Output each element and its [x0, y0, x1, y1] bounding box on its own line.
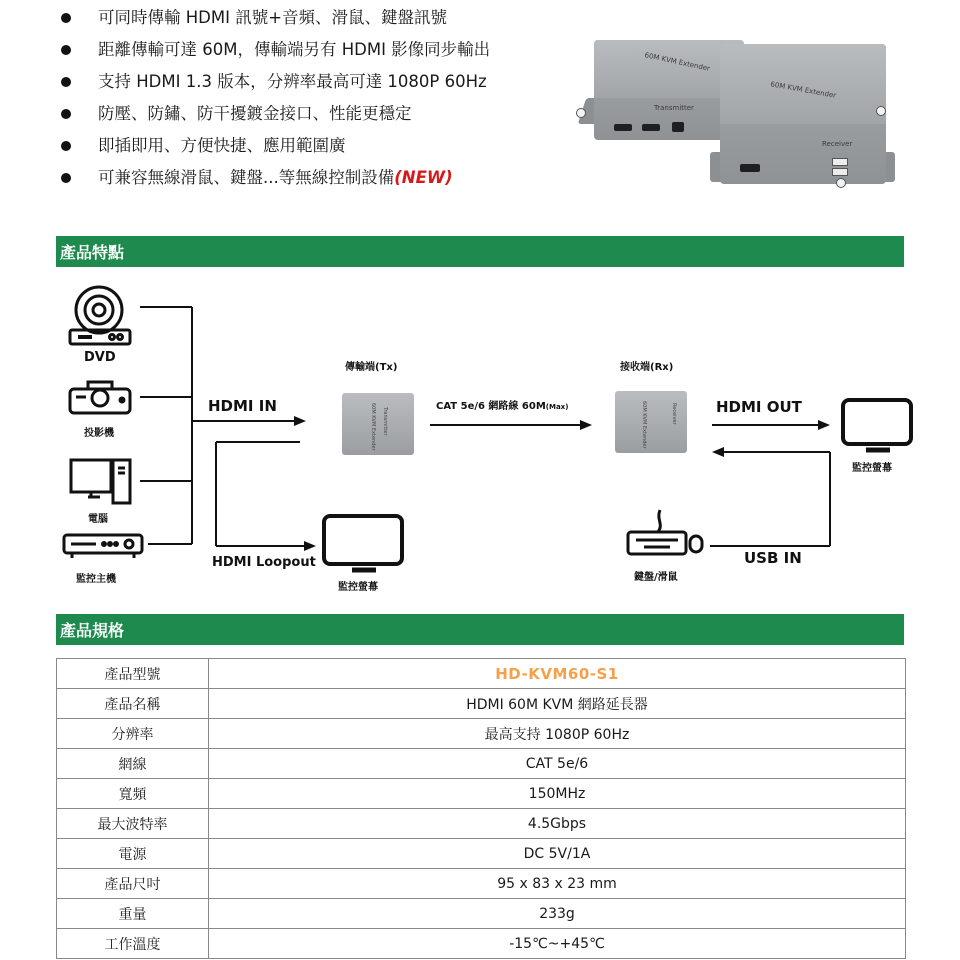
- tx-hdmi-port: [614, 124, 632, 131]
- dvd-icon: [70, 287, 130, 344]
- spec-value: -15℃~+45℃: [209, 929, 906, 959]
- feature-item: [58, 2, 578, 34]
- spec-label: 工作溫度: [57, 929, 209, 959]
- keyboard-mouse-label: 鍵盤/滑鼠: [634, 572, 678, 583]
- feature-item: [58, 130, 578, 162]
- computer-icon: [71, 460, 130, 503]
- monitor-local-label: 監控螢幕: [338, 582, 378, 593]
- section-bar-specs: [56, 614, 904, 645]
- feature-text: 即插即用、方便快捷、應用範圍廣: [98, 136, 346, 155]
- tx-device: [342, 393, 414, 455]
- tx-hdmi-port: [642, 124, 660, 131]
- spec-value: 95 x 83 x 23 mm: [209, 869, 906, 899]
- source-bus: [140, 307, 192, 544]
- hdmi-out-arrow: [712, 420, 830, 430]
- product-photo: [580, 10, 900, 200]
- tx-top-label: 60M KVM Extender: [643, 51, 711, 73]
- rx-device: [615, 391, 687, 453]
- monitor-icon: [324, 516, 402, 570]
- source-label-projector: 投影機: [84, 428, 114, 439]
- feature-text: 可同時傳輸 HDMI 訊號+音頻、滑鼠、鍵盤訊號: [98, 8, 448, 27]
- tx-device-label: 60M KVM Extender: [370, 403, 376, 451]
- feature-item: [58, 98, 578, 130]
- table-row: [57, 749, 906, 779]
- hdmi-in-label: HDMI IN: [208, 397, 277, 415]
- spec-value: 4.5Gbps: [209, 809, 906, 839]
- spec-value: HDMI 60M KVM 網路延長器: [209, 689, 906, 719]
- table-row: [57, 779, 906, 809]
- table-row: [57, 659, 906, 689]
- spec-value: CAT 5e/6: [209, 749, 906, 779]
- hdmi-loopout-label: HDMI Loopout: [212, 555, 316, 570]
- cable-label-max: (Max): [545, 403, 569, 411]
- dvr-icon: [64, 535, 142, 558]
- rx-top: [720, 44, 886, 124]
- rx-top-label: 60M KVM Extender: [769, 80, 837, 100]
- diagram-icons: [0, 270, 960, 610]
- usb-return-arrow: [710, 447, 830, 546]
- tx-front-label: Transmitter: [654, 104, 694, 112]
- spec-label: 最大波特率: [57, 809, 209, 839]
- section-title: 產品特點: [60, 243, 125, 262]
- mount-hole: [576, 108, 586, 118]
- mount-hole: [876, 106, 886, 116]
- spec-label: 重量: [57, 899, 209, 929]
- section-title: 產品規格: [60, 621, 125, 640]
- feature-item: [58, 162, 578, 194]
- source-label-dvd: DVD: [84, 350, 116, 365]
- rx-device-label: 60M KVM Extender: [641, 401, 647, 449]
- source-label-computer: 電腦: [88, 514, 108, 525]
- feature-text: 防壓、防鏽、防干擾鍍金接口、性能更穩定: [98, 104, 412, 123]
- rx-unit: [720, 44, 886, 184]
- source-label-dvr: 監控主機: [76, 574, 116, 585]
- table-row: [57, 869, 906, 899]
- tx-usb-port: [672, 122, 684, 132]
- spec-label: 產品型號: [57, 659, 209, 689]
- new-badge: (NEW): [394, 168, 453, 187]
- spec-value: DC 5V/1A: [209, 839, 906, 869]
- rx-usb-port: [832, 158, 848, 166]
- spec-label: 網線: [57, 749, 209, 779]
- feature-item: [58, 66, 578, 98]
- table-row: [57, 899, 906, 929]
- spec-value: 150MHz: [209, 779, 906, 809]
- tx-title: 傳輸端(Tx): [345, 362, 398, 373]
- cable-label: [436, 397, 568, 412]
- feature-text: 可兼容無線滑鼠、鍵盤...等無線控制設備: [98, 168, 395, 187]
- spec-label: 電源: [57, 839, 209, 869]
- spec-value: 最高支持 1080P 60Hz: [209, 719, 906, 749]
- monitor-remote-label: 監控螢幕: [852, 463, 892, 474]
- rx-device-sub: Receiver: [671, 403, 677, 425]
- spec-label: 產品名稱: [57, 689, 209, 719]
- table-row: [57, 719, 906, 749]
- rx-usb-port: [832, 168, 848, 176]
- feature-text: 距離傳輸可達 60M，傳輸端另有 HDMI 影像同步輸出: [98, 40, 491, 59]
- table-row: [57, 839, 906, 869]
- spec-label: 分辨率: [57, 719, 209, 749]
- feature-list: [58, 2, 578, 194]
- rx-title: 接收端(Rx): [620, 362, 674, 373]
- section-bar-features: [56, 236, 904, 267]
- cable-arrow: [430, 420, 592, 430]
- usb-in-label: USB IN: [744, 549, 802, 567]
- spec-table: [56, 658, 906, 959]
- spec-value: 233g: [209, 899, 906, 929]
- rx-front-label: Receiver: [822, 140, 853, 148]
- feature-item: [58, 34, 578, 66]
- mount-hole: [836, 178, 846, 188]
- cable-label-text: CAT 5e/6 網路線 60M: [436, 401, 546, 412]
- spec-value: [209, 659, 906, 689]
- tx-device-sub: Transmitter: [382, 407, 388, 436]
- monitor-icon: [843, 400, 911, 450]
- rx-hdmi-port: [740, 164, 760, 172]
- feature-text: 支持 HDMI 1.3 版本，分辨率最高可達 1080P 60Hz: [98, 72, 487, 91]
- projector-icon: [70, 382, 130, 413]
- table-row: [57, 689, 906, 719]
- table-row: [57, 809, 906, 839]
- spec-label: 產品尺吋: [57, 869, 209, 899]
- hdmi-in-arrow: [192, 416, 306, 426]
- connection-diagram: [0, 270, 960, 610]
- keyboard-mouse-icon: [628, 510, 702, 554]
- hdmi-out-label: HDMI OUT: [716, 398, 802, 416]
- loopout-arrow: [216, 442, 316, 551]
- model-number: HD-KVM60-S1: [495, 664, 619, 683]
- spec-label: 寬頻: [57, 779, 209, 809]
- table-row: [57, 929, 906, 959]
